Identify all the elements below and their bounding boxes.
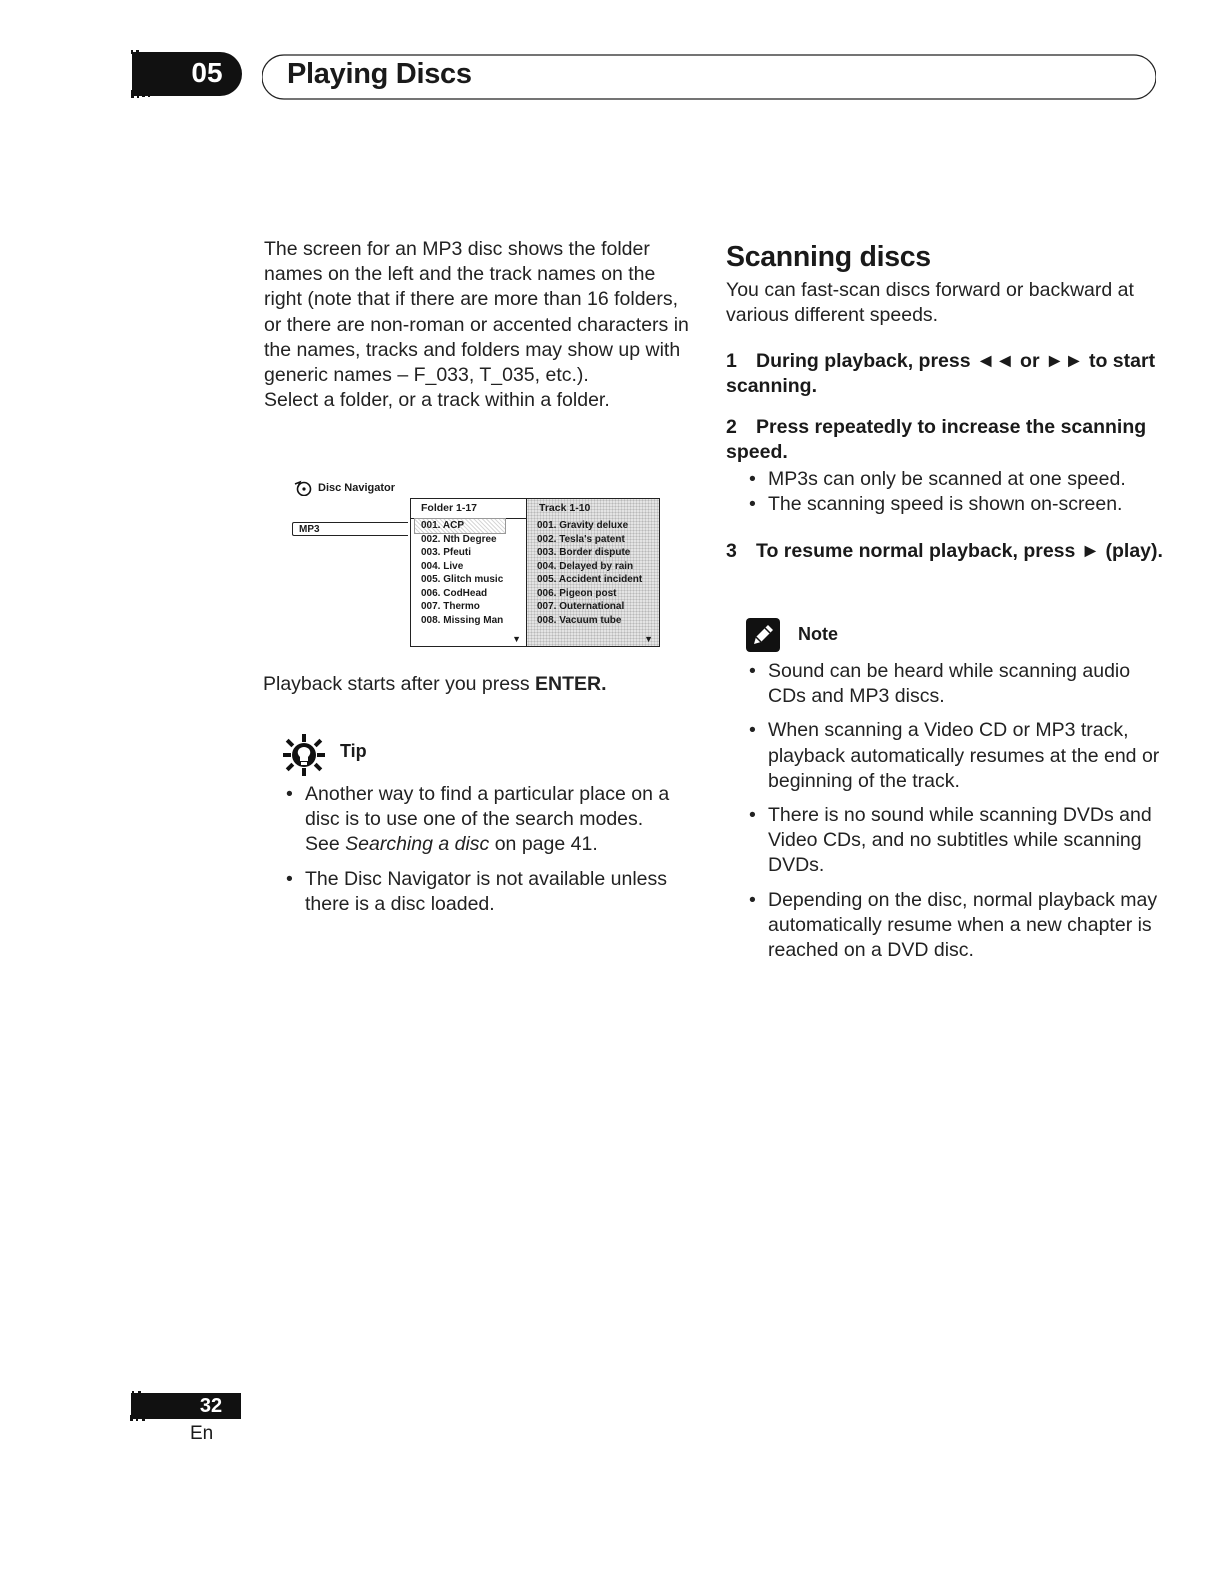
tip-item (283, 782, 683, 858)
folder-item[interactable]: 008. Missing Man (421, 614, 504, 626)
folder-item[interactable]: 004. Live (421, 560, 464, 572)
folder-list (410, 498, 528, 647)
track-item[interactable]: 005. Accident incident (537, 574, 643, 585)
note-item: • When scanning a Video CD or MP3 track, playback automatically resumes at the end or beginning of the track. (746, 718, 1166, 794)
note-list (746, 659, 1166, 972)
step-number: 3 (726, 540, 737, 562)
tip-list (283, 782, 683, 926)
track-item[interactable]: 007. Outernational (537, 601, 625, 612)
folder-header: Folder 1-17 (411, 499, 527, 519)
section-title: Scanning discs (726, 241, 931, 273)
track-list (526, 498, 660, 647)
step-3 (726, 539, 1166, 564)
step-text: or (1014, 350, 1045, 372)
disc-navigator-label: Disc Navigator (318, 482, 396, 494)
folder-item[interactable]: 002. Nth Degree (421, 533, 497, 545)
chapter-number: 05 (191, 57, 223, 88)
track-item[interactable]: 006. Pigeon post (537, 587, 617, 599)
intro-paragraph: Select a folder, or a track within a folder. (264, 389, 610, 412)
scroll-down-icon[interactable]: ▼ (512, 634, 521, 644)
step-text: (play). (1100, 540, 1163, 562)
step-1 (726, 349, 1166, 399)
step-text: to start scanning. (726, 350, 1156, 397)
track-item[interactable]: 001. Gravity deluxe (537, 520, 629, 531)
folder-item[interactable]: 007. Thermo (421, 601, 480, 612)
step-2-bullet: • The scanning speed is shown on-screen. (746, 492, 1166, 517)
page-number: 32 (199, 1395, 223, 1417)
playback-instruction (263, 672, 693, 697)
rewind-icon: ◄◄ (976, 350, 1015, 372)
track-item[interactable]: 003. Border dispute (537, 547, 631, 558)
track-item[interactable]: 002. Tesla's patent (537, 533, 625, 545)
tip-label: Tip (340, 741, 367, 761)
disc-navigator-icon (294, 480, 314, 496)
playback-text: Playback starts after you press (263, 673, 536, 695)
track-item[interactable]: 008. Vacuum tube (537, 614, 622, 626)
folder-item[interactable]: 006. CodHead (421, 587, 488, 599)
fast-forward-icon: ►► (1044, 350, 1084, 372)
tip-text: . (592, 833, 598, 856)
folder-item[interactable]: 005. Glitch music (421, 574, 504, 585)
note-pencil-icon (746, 618, 780, 652)
chapter-title: Playing Discs (287, 58, 472, 90)
step-text: During playback, press (756, 350, 976, 372)
disc-navigator-title (294, 480, 395, 496)
section-intro: You can fast-scan discs forward or backward at various different speeds. (726, 279, 1134, 327)
enter-key-label: ENTER. (535, 673, 607, 695)
step-2-bullet: • MP3s can only be scanned at one speed. (746, 467, 1166, 492)
searching-a-disc-link[interactable]: Searching a disc (345, 833, 490, 856)
step-text: To resume normal playback, press (756, 540, 1081, 562)
step-number: 2 (726, 416, 737, 438)
intro-paragraph: The screen for an MP3 disc shows the folder names on the left and the track names on the right (note that if there are more than 16 folders, or there are non-roman or accented characters in the names, tracks and folders may show up with generic names – F_033, T_035, etc.). (264, 238, 689, 387)
tip-item: • The Disc Navigator is not available unless there is a disc loaded. (283, 867, 683, 917)
step-text: Press repeatedly to increase the scanning speed. (726, 416, 1147, 463)
folder-item[interactable]: 001. ACP (415, 519, 505, 533)
note-item: • Sound can be heard while scanning audio CDs and MP3 discs. (746, 659, 1166, 709)
disc-navigator-figure (294, 478, 662, 653)
tip-text: on (489, 833, 522, 856)
note-item: • There is no sound while scanning DVDs and Video CDs, and no subtitles while scanning DVDs. (746, 803, 1166, 879)
page-41-link[interactable]: page 41 (521, 833, 593, 856)
tip-lightbulb-icon (283, 734, 325, 776)
intro-text (264, 237, 694, 413)
step-2 (726, 415, 1166, 465)
scroll-down-icon[interactable]: ▼ (644, 634, 653, 644)
play-icon: ► (1080, 540, 1101, 562)
track-item[interactable]: 004. Delayed by rain (537, 560, 634, 572)
note-item: • Depending on the disc, normal playback may automatically resume when a new chapter is reached on a DVD disc. (746, 888, 1166, 964)
step-number: 1 (726, 350, 737, 372)
note-label: Note (798, 624, 838, 644)
folder-item[interactable]: 003. Pfeuti (421, 547, 472, 558)
tip-text: Another way to find a particular place on a disc is to use one of the search modes. See (305, 783, 670, 856)
track-header: Track 1-10 (539, 502, 591, 514)
source-mp3[interactable]: MP3 (292, 522, 408, 536)
page-language: En (190, 1423, 214, 1444)
step-2-bullets (746, 467, 1166, 517)
